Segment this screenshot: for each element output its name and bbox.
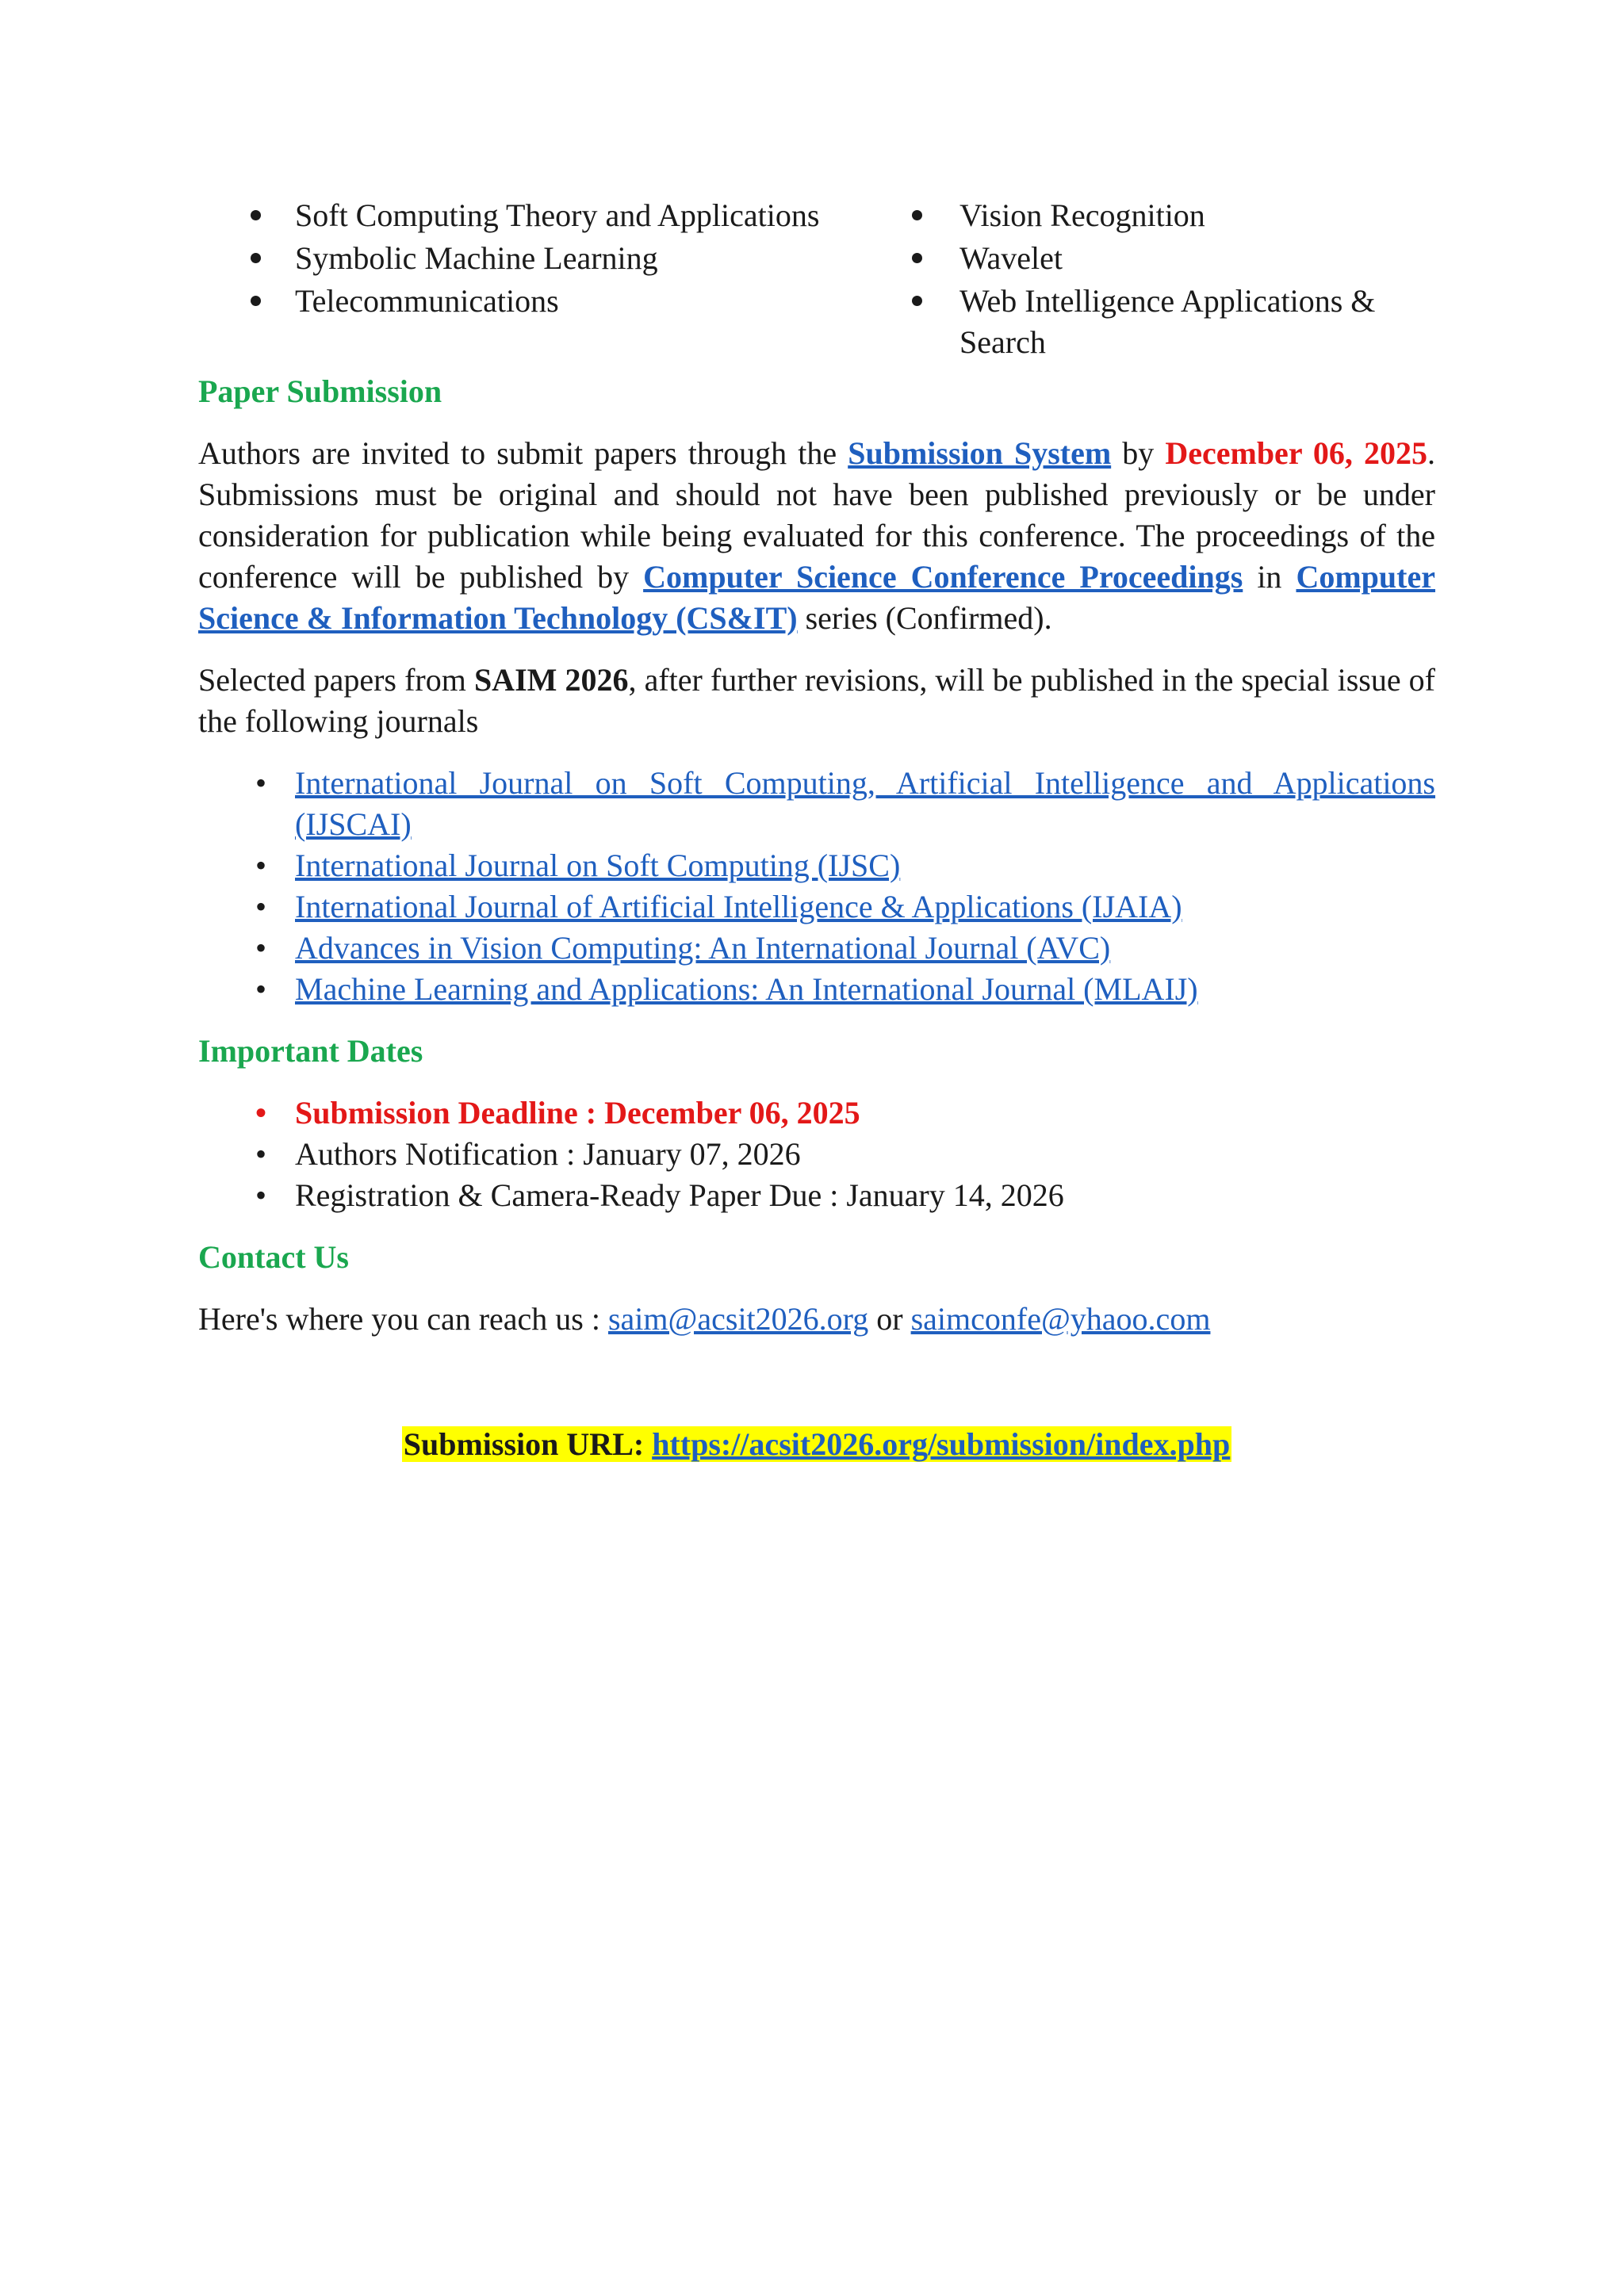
- list-item: Symbolic Machine Learning: [198, 238, 864, 279]
- deadline-text: December 06, 2025: [1165, 435, 1428, 471]
- list-item: [198, 969, 1435, 1010]
- topics-columns: [198, 195, 1435, 363]
- topics-list-right: [864, 195, 1435, 363]
- text: . Submissions must be original and should not have been published previously or be under consideration for publication while being evaluated for this conference. The proceedings of the conference will be published by: [198, 435, 1436, 595]
- text: series (Confirmed).: [797, 600, 1052, 636]
- text: in: [1243, 559, 1297, 595]
- text: by: [1111, 435, 1166, 471]
- list-item: [198, 928, 1435, 969]
- journal-link-mlaij[interactable]: Machine Learning and Applications: An International Journal (MLAIJ): [295, 971, 1198, 1007]
- important-dates-list: [198, 1093, 1435, 1216]
- journal-link-avc[interactable]: Advances in Vision Computing: An International Journal (AVC): [295, 930, 1111, 966]
- conference-name: SAIM 2026: [473, 662, 629, 698]
- journal-link-ijscai[interactable]: International Journal on Soft Computing, Artificial Intelligence and Applications (IJSCAI): [295, 765, 1435, 842]
- text: Authors are invited to submit papers through the: [198, 435, 848, 471]
- topics-left-column: [198, 195, 864, 363]
- text: Selected papers from: [198, 662, 474, 698]
- list-item: Soft Computing Theory and Applications: [198, 195, 864, 236]
- contact-heading: Contact Us: [198, 1239, 349, 1275]
- list-item: Wavelet: [864, 238, 1435, 279]
- selected-papers-paragraph: [198, 660, 1435, 742]
- list-item: Vision Recognition: [864, 195, 1435, 236]
- journals-list: [198, 763, 1435, 1010]
- list-item: [198, 763, 1435, 845]
- list-item: [198, 886, 1435, 928]
- topics-right-column: [864, 195, 1435, 363]
- submission-paragraph: [198, 433, 1435, 639]
- text: Here's where you can reach us :: [198, 1301, 608, 1337]
- date-item-notification: • Authors Notification : January 07, 2026: [198, 1134, 1435, 1175]
- csit-link[interactable]: Computer Science & Information Technology (CS&IT): [198, 559, 1435, 636]
- text: , after further revisions, will be published in the special issue of the following journals: [198, 662, 1436, 739]
- list-item: [198, 845, 1435, 886]
- journal-link-ijaia[interactable]: International Journal of Artificial Intelligence & Applications (IJAIA): [295, 889, 1182, 924]
- submission-url-line: [198, 1424, 1435, 1465]
- submission-system-link[interactable]: Submission System: [848, 435, 1112, 471]
- journal-link-ijsc[interactable]: International Journal on Soft Computing (IJSC): [295, 848, 901, 883]
- date-item-submission-deadline: • Submission Deadline : December 06, 2025: [198, 1093, 1435, 1134]
- list-item: Web Intelligence Applications & Search: [864, 281, 1435, 363]
- email-link-secondary[interactable]: saimconfe@yhaoo.com: [910, 1301, 1211, 1337]
- text: or: [868, 1301, 911, 1337]
- submission-url-highlight: [402, 1426, 1232, 1462]
- cscp-link[interactable]: Computer Science Conference Proceedings: [643, 559, 1243, 595]
- list-item: Telecommunications: [198, 281, 864, 322]
- paper-submission-heading: Paper Submission: [198, 373, 442, 409]
- email-link-primary[interactable]: saim@acsit2026.org: [607, 1301, 869, 1337]
- date-item-camera-ready: • Registration & Camera-Ready Paper Due : January 14, 2026: [198, 1175, 1435, 1216]
- submission-url-link[interactable]: https://acsit2026.org/submission/index.php: [652, 1426, 1231, 1462]
- submission-url-label: Submission URL:: [403, 1426, 645, 1462]
- contact-line: [198, 1299, 1435, 1340]
- important-dates-heading: Important Dates: [198, 1033, 423, 1069]
- topics-list-left: [198, 195, 864, 322]
